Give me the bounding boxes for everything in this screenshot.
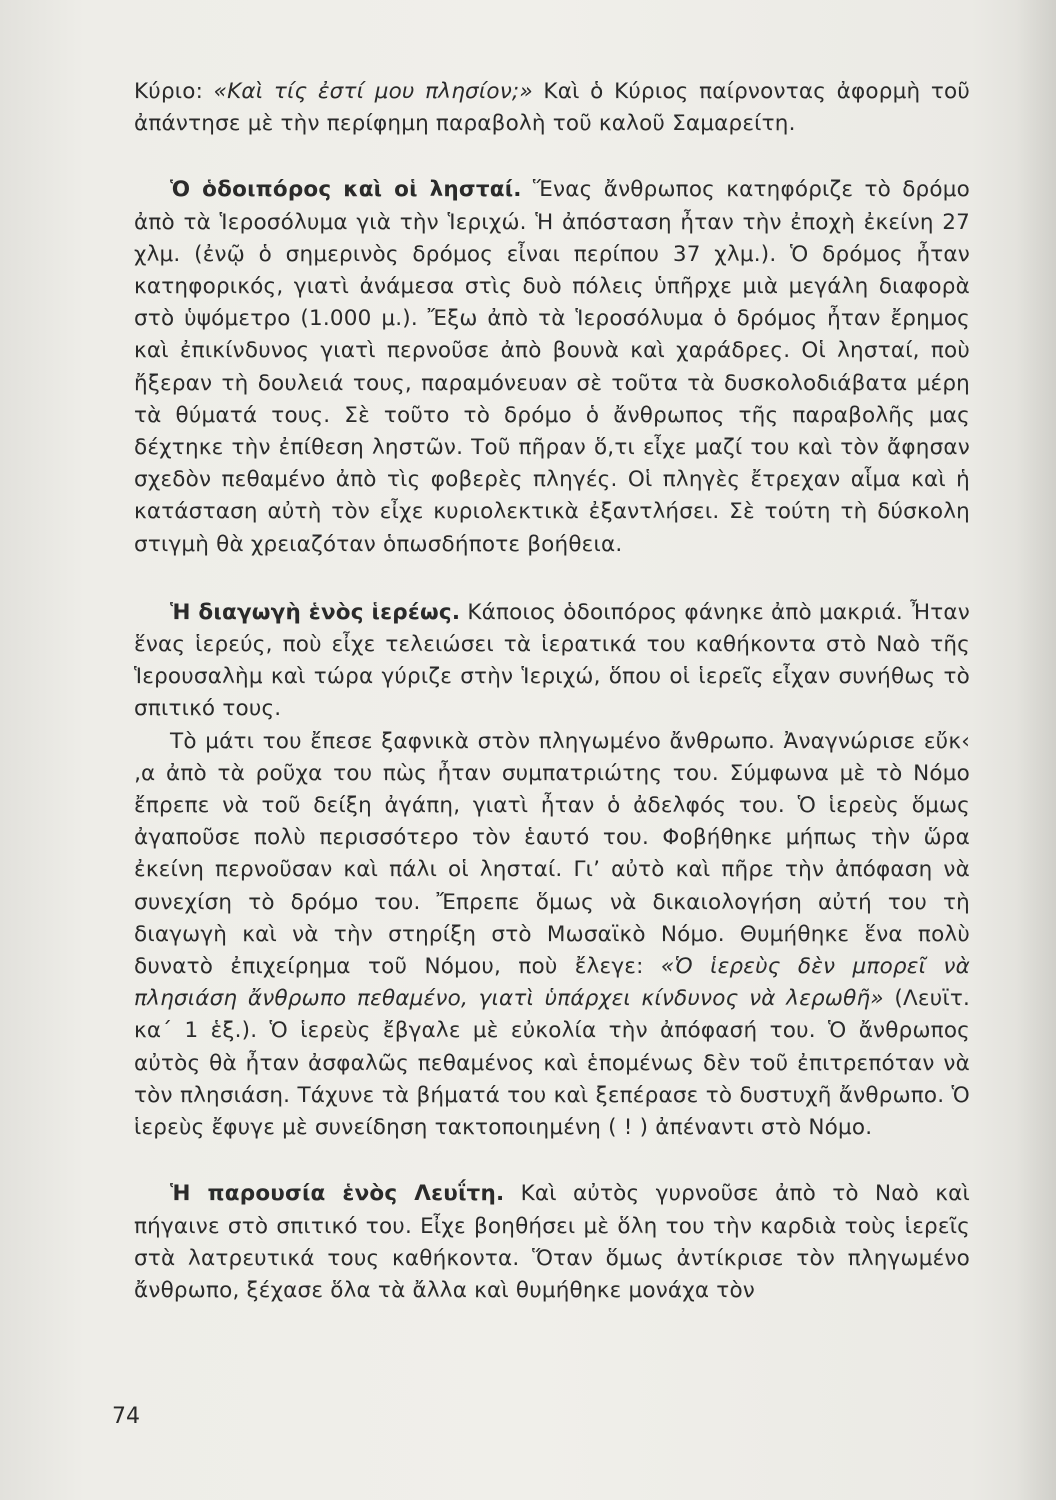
section-heading-levite: Ἡ παρουσία ἑνὸς Λευΐτη. — [170, 1181, 505, 1207]
section-heading-traveler: Ὁ ὁδοιπόρος καὶ οἱ λησταί. — [170, 177, 522, 203]
priest-para2-quote: «Ὁ ἱερεὺς δὲν μπορεῖ νὰ πλησιάση ἄνθρωπο πεθαμένο, γιατὶ ὑπάρχει κίνδυνος νὰ λερωθῆ» — [134, 954, 970, 1012]
section-traveler-and-robbers — [134, 174, 970, 560]
page-text — [134, 76, 970, 1307]
priest-para2-end: (Λευϊτ. κα´ 1 ἑξ.). Ὁ ἱερεὺς ἔβγαλε μὲ εὐκολία τὴν ἀπόφασή του. Ὁ ἄνθρωπος αὐτὸς θὰ ἦταν ἀσφαλῶς πεθαμένος καὶ ἑπομένως δὲν τοῦ ἐπιτρεπόταν νὰ τὸν πλησιάση. Τάχυνε τὰ βήματά του καὶ ξεπέρασε τὸ δυστυχῆ ἄνθρωπο. Ὁ ἱερεὺς ἔφυγε μὲ συνείδηση τακτοποιημένη ( ! ) ἀπέναντι στὸ Νόμο. — [134, 986, 970, 1141]
section-body-priest: Κάποιος ὁδοιπόρος φάνηκε ἀπὸ μακριά. Ἦταν ἕνας ἱερεύς, ποὺ εἶχε τελειώσει τὰ ἱερατικά του καθήκοντα στὸ Ναὸ τῆς Ἱερουσαλὴμ καὶ τώρα γύριζε στὴν Ἱεριχώ, ὅπου οἱ ἱερεῖς εἶχαν συνήθως τὸ σπιτικό τους. — [134, 599, 970, 722]
section-body-traveler: Ἕνας ἄνθρωπος κατηφόριζε τὸ δρόμο ἀπὸ τὰ Ἱεροσόλυμα γιὰ τὴν Ἱεριχώ. Ἡ ἀπόσταση ἦταν τὴν ἐποχὴ ἐκείνη 27 χλμ. (ἐνῷ ὁ σημερινὸς δρόμος εἶναι περίπου 37 χλμ.). Ὁ δρόμος ἦταν κατηφορικός, γιατὶ ἀνάμεσα στὶς δυὸ πόλεις ὑπῆρχε μιὰ μεγάλη διαφορὰ στὸ ὑψόμετρο (1.000 μ.). Ἔξω ἀπὸ τὰ Ἱεροσόλυμα ὁ δρόμος ἦταν ἔρημος καὶ ἐπικίνδυνος γιατὶ περνοῦσε ἀπὸ βουνὰ καὶ χαράδρες. Οἱ λησταί, ποὺ ἤξεραν τὴ δουλειά τους, παραμόνευαν σὲ τοῦτα τὰ δυσκολοδιάβατα μέρη τὰ θύματά τους. Σὲ τοῦτο τὸ δρόμο ὁ ἄνθρωπος τῆς παραβολῆς μας δέχτηκε τὴν ἐπίθεση ληστῶν. Τοῦ πῆραν ὅ,τι εἶχε μαζί του καὶ τὸν ἄφησαν σχεδὸν πεθαμένο ἀπὸ τὶς φοβερὲς πληγές. Οἱ πληγὲς ἔτρεχαν αἷμα καὶ ἡ κατάσταση αὐτὴ τὸν εἶχε κυριολεκτικὰ ἐξαντλήσει. Σὲ τούτη τὴ δύσκολη στιγμὴ θὰ χρειαζόταν ὁπωσδήποτε βοήθεια. — [134, 177, 970, 557]
intro-quote: «Καὶ τίς ἐστί μου πλησίον;» — [213, 79, 533, 104]
intro-paragraph — [134, 76, 970, 140]
section-levite-presence — [134, 1178, 970, 1307]
priest-paragraph-2 — [134, 726, 970, 1145]
priest-para2-start: Τὸ μάτι του ἔπεσε ξαφνικὰ στὸν πληγωμένο ἄνθρωπο. Ἀναγνώρισε εὔκ‹ ‚α ἀπὸ τὰ ροῦχα του πὼς ἦταν συμπατριώτης του. Σύμφωνα μὲ τὸ Νόμο ἔπρεπε νὰ τοῦ δείξη ἀγάπη, γιατὶ ἦταν ὁ ἀδελφός του. Ὁ ἱερεὺς ὅμως ἀγαποῦσε πολὺ περισσότερο τὸν ἑαυτό του. Φοβήθηκε μήπως τὴν ὥρα ἐκείνη περνοῦσαν καὶ πάλι οἱ λησταί. Γι’ αὐτὸ καὶ πῆρε τὴν ἀπόφαση νὰ συνεχίση τὸ δρόμο του. Ἔπρεπε ὅμως νὰ δικαιολογήση αὐτή του τὴ διαγωγὴ καὶ νὰ τὴν στηρίξη στὸ Μωσαϊκὸ Νόμο. Θυμήθηκε ἕνα πολὺ δυνατὸ ἐπιχείρημα τοῦ Νόμου, ποὺ ἔλεγε: — [134, 728, 970, 980]
page-number: 74 — [112, 1404, 140, 1429]
intro-rest: Καὶ ὁ Κύριος παίρνοντας ἀφορμὴ τοῦ ἀπάντησε μὲ τὴν περίφημη παραβολὴ τοῦ καλοῦ Σαμαρείτη. — [134, 79, 970, 137]
section-priest-conduct — [134, 597, 970, 726]
section-heading-priest: Ἡ διαγωγὴ ἑνὸς ἱερέως. — [170, 599, 461, 625]
section-body-levite: Καὶ αὐτὸς γυρνοῦσε ἀπὸ τὸ Ναὸ καὶ πήγαινε στὸ σπιτικό του. Εἶχε βοηθήσει μὲ ὅλη του τὴν καρδιὰ τοὺς ἱερεῖς στὰ λατρευτικά τους καθήκοντα. Ὅταν ὅμως ἀντίκρισε τὸν πληγωμένο ἄνθρωπο, ξέχασε ὅλα τὰ ἄλλα καὶ θυμήθηκε μονάχα τὸν — [134, 1181, 970, 1303]
intro-lead: Κύριο: — [134, 79, 214, 104]
page-edge-shadow — [1016, 0, 1056, 1500]
